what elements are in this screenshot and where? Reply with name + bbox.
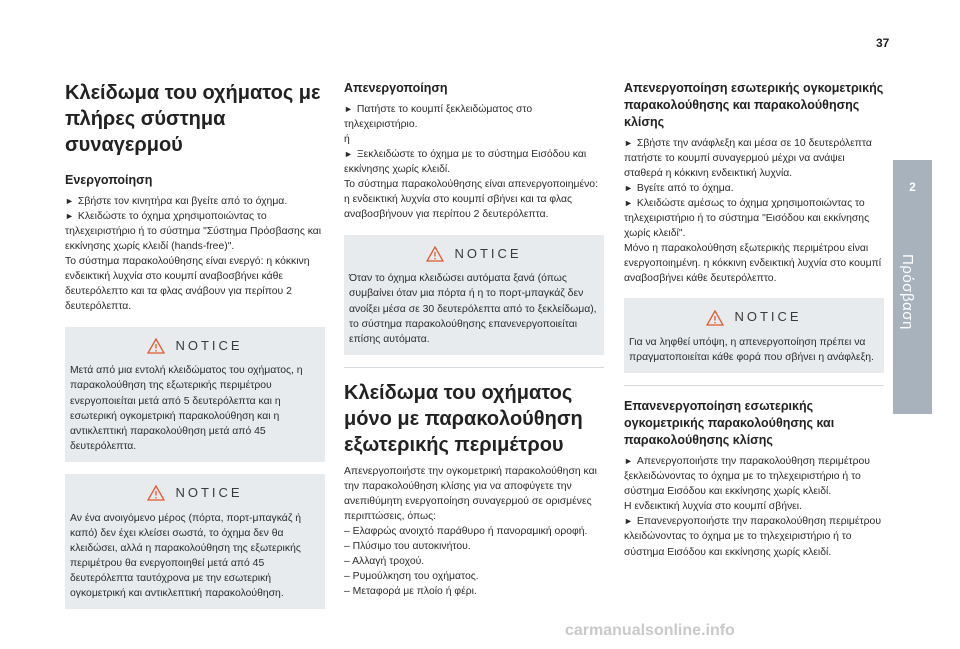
notice-title: NOTICE xyxy=(734,309,802,325)
chapter-number: 2 xyxy=(909,180,916,194)
step-line: ► Κλειδώστε το όχημα χρησιμοποιώντας το τηλεχειριστήριο ή το σύστημα "Σύστημα Πρόσβασης και εκκίνησης χωρίς κλειδί (hands-free)". xyxy=(65,210,322,253)
body-text: Η ενδεικτική λυχνία στο κουμπί σβήνει. xyxy=(624,501,803,513)
notice-text: Για να ληφθεί υπόψη, η απενεργοποίηση πρέπει να πραγματοποιείται κάθε φορά που σβήνει η ανάφλεξη. xyxy=(629,337,874,364)
section-heading: Ενεργοποίηση xyxy=(65,173,153,187)
chapter-tab xyxy=(893,160,932,414)
notice-text: Μετά από μια εντολή κλειδώματος του οχήματος, η παρακολούθηση της εξωτερικής περιμέτρου ενεργοποιείται μετά από 5 δευτερόλεπτα και η εσωτερική ογκομετρική παρακολούθηση και η αντικλεπτική παρακολούθηση μετά από 45 δευτερόλεπτα. xyxy=(70,365,303,452)
section-heading: Επανενεργοποίηση εσωτερικής ογκομετρικής παρακολούθησης και παρακολούθησης κλίσης xyxy=(624,399,835,448)
divider xyxy=(624,385,884,386)
section-heading: Απενεργοποίηση εσωτερικής ογκομετρικής παρακολούθησης και παρακολούθησης κλίσης xyxy=(624,81,884,129)
list-item: – Ελαφρώς ανοιχτό παράθυρο ή πανοραμική οροφή. xyxy=(344,526,588,538)
notice-box xyxy=(344,235,604,355)
step-line: ► Κλειδώστε αμέσως το όχημα χρησιμοποιώντας το τηλεχειριστήριο ή το σύστημα "Εισόδου και εκκίνησης χωρίς κλειδί". xyxy=(624,197,870,240)
notice-text: Όταν το όχημα κλειδώσει αυτόματα ξανά (όπως συμβαίνει όταν μια πόρτα ή η το πορτ-μπαγκάζ δεν ανοίξει μέσα σε 30 δευτερόλεπτα από το ξεκλείδωμα), το σύστημα παρακολούθησης επανενεργοποιείται επίσης αυτόματα. xyxy=(349,273,597,345)
warning-icon xyxy=(147,338,165,354)
body-text: Το σύστημα παρακολούθησης είναι ενεργό: η κόκκινη ενδεικτική λυχνία στο κουμπί αναβοσβήνει κάθε δευτερόλεπτο και τα φλας ανάβουν για περίπου 2 δευτερόλεπτα. xyxy=(65,256,310,313)
page-number: 37 xyxy=(876,36,890,50)
list-item: – Μεταφορά με πλοίο ή φέρι. xyxy=(344,586,477,598)
step-line: ► Ξεκλειδώστε το όχημα με το σύστημα Εισόδου και εκκίνησης χωρίς κλειδί. xyxy=(344,149,587,176)
divider xyxy=(344,367,604,368)
chapter-label: Πρόσβαση xyxy=(899,254,916,330)
notice-box xyxy=(65,327,325,462)
warning-icon xyxy=(147,485,165,501)
step-line: ► Σβήστε τον κινητήρα και βγείτε από το όχημα. xyxy=(65,195,288,207)
list-item: – Αλλαγή τροχού. xyxy=(344,556,425,568)
arrow-icon: ► xyxy=(624,182,633,193)
section-heading: Απενεργοποίηση xyxy=(344,81,448,95)
warning-icon xyxy=(706,310,724,326)
arrow-icon: ► xyxy=(65,195,74,206)
step-line: ► Επανενεργοποιήστε την παρακολούθηση περιμέτρου κλειδώνοντας το όχημα με το τηλεχειριστήριο ή το σύστημα Εισόδου και εκκίνησης χωρίς κλειδί. xyxy=(624,516,882,558)
watermark: carmanualsonline.info xyxy=(565,622,735,639)
step-line: ► Σβήστε την ανάφλεξη και μέσα σε 10 δευτερόλεπτα πατήστε το κουμπί συναγερμού μέχρι να ανάψει σταθερά η κόκκινη ενδεικτική λυχνία. xyxy=(624,137,872,179)
arrow-icon: ► xyxy=(344,103,353,114)
column-3 xyxy=(624,80,884,560)
column-1 xyxy=(65,80,325,621)
notice-title: NOTICE xyxy=(175,484,243,500)
notice-title: NOTICE xyxy=(175,337,243,353)
arrow-icon: ► xyxy=(344,149,353,160)
or-text: ή xyxy=(344,134,350,146)
notice-box xyxy=(624,298,884,373)
section-title: Κλείδωμα του οχήματος με πλήρες σύστημα συναγερμού xyxy=(65,82,321,156)
body-text: Απενεργοποιήστε την ογκομετρική παρακολούθηση και την παρακολούθηση κλίσης για να αποφύγετε την ανεπιθύμητη ενεργοποίηση συναγερμού σε ορισμένες περιπτώσεις, όπως: xyxy=(344,465,597,522)
arrow-icon: ► xyxy=(65,210,74,221)
arrow-icon: ► xyxy=(624,137,633,148)
list-item: – Πλύσιμο του αυτοκινήτου. xyxy=(344,541,471,553)
warning-icon xyxy=(426,246,444,262)
body-text: Μόνο η παρακολούθηση εξωτερικής περιμέτρου είναι ενεργοποιημένη. η κόκκινη ενδεικτική λυχνία στο κουμπί αναβοσβήνει κάθε δευτερόλεπτο. xyxy=(624,243,882,285)
step-line: ► Βγείτε από το όχημα. xyxy=(624,182,734,194)
arrow-icon: ► xyxy=(624,516,633,527)
notice-box xyxy=(65,474,325,609)
arrow-icon: ► xyxy=(624,456,633,467)
notice-text: Αν ένα ανοιγόμενο μέρος (πόρτα, πορτ-μπαγκάζ ή καπό) δεν έχει κλείσει σωστά, το όχημα δεν θα κλειδώσει, αλλά η παρακολούθηση της εξωτερικής περιμέτρου θα ενεργοποιηθεί μετά από 45 δευτερόλεπτα ταυτόχρονα με την εσωτερική ογκομετρική και αντικλεπτική παρακολούθηση. xyxy=(70,512,302,600)
step-line: ► Πατήστε το κουμπί ξεκλειδώματος στο τηλεχειριστήριο. xyxy=(344,103,533,130)
notice-title: NOTICE xyxy=(454,245,522,261)
arrow-icon: ► xyxy=(624,197,633,208)
section-title: Κλείδωμα του οχήματος μόνο με παρακολούθηση εξωτερικής περιμέτρου xyxy=(344,381,583,456)
step-line: ► Απενεργοποιήστε την παρακολούθηση περιμέτρου ξεκλειδώνοντας το όχημα με το τηλεχειριστήριο ή το σύστημα Εισόδου και εκκίνησης χωρίς κλειδί. xyxy=(624,456,870,498)
column-2 xyxy=(344,80,604,599)
list-item: – Ρυμούλκηση του οχήματος. xyxy=(344,571,479,583)
body-text: Το σύστημα παρακολούθησης είναι απενεργοποιημένο: η ενδεικτική λυχνία στο κουμπί σβήνει και τα φλας αναβοσβήνουν για περίπου 2 δευτερόλεπτα. xyxy=(344,179,598,221)
